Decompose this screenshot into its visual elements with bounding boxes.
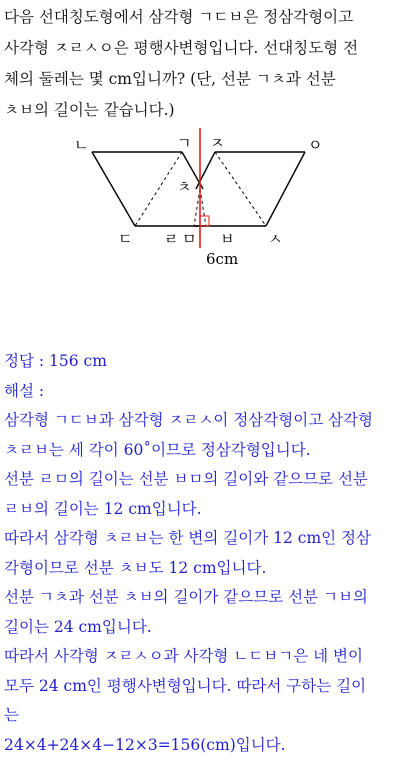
label-n: ㄴ <box>74 136 89 154</box>
solution-equation: 24×4+24×4−12×3=156(cm)입니다. <box>4 735 286 754</box>
label-ch: ㅊ <box>177 178 192 196</box>
solution-line: 모두 24 cm인 평행사변형입니다. 따라서 구하는 길이 <box>4 676 367 695</box>
solution-line: 선분 ㄹㅁ의 길이는 선분 ㅂㅁ의 길이와 같으므로 선분 <box>4 470 368 488</box>
solution-line: 길이는 24 cm입니다. <box>4 617 152 636</box>
problem-text <box>4 2 396 126</box>
dash-n-d <box>92 152 135 226</box>
problem-line: ㅊㅂ의 길이는 같습니다.) <box>4 101 175 119</box>
problem-line: 다음 선대칭도형에서 삼각형 ㄱㄷㅂ은 정삼각형이고 <box>4 8 354 26</box>
explanation-heading: 해설 : <box>4 381 45 400</box>
problem-line: 체의 둘레는 몇 cm입니까? (단, 선분 ㄱㅊ과 선분 <box>4 70 336 88</box>
symmetric-figure <box>60 120 340 270</box>
label-b: ㅂ <box>220 230 235 248</box>
measure-label: 6cm <box>206 250 239 268</box>
label-o: ㅇ <box>308 136 323 154</box>
answer-line: 정답 : 156 cm <box>4 352 107 370</box>
edge-o-s <box>266 152 305 226</box>
solution-line: 삼각형 ㄱㄷㅂ과 삼각형 ㅈㄹㅅ이 정삼각형이고 삼각형 <box>4 411 374 429</box>
dash-ch-b <box>200 189 206 226</box>
solution-line: 는 <box>4 706 19 724</box>
label-j: ㅈ <box>210 134 225 152</box>
label-r: ㄹ <box>164 230 179 248</box>
problem-line: 사각형 ㅈㄹㅅㅇ은 평행사변형입니다. 선대칭도형 전 <box>4 39 359 57</box>
solution-text <box>4 347 398 760</box>
solution-line: ㅊㄹㅂ는 세 각이 60˚이므로 정삼각형입니다. <box>4 440 311 459</box>
solution-line: ㄹㅂ의 길이는 12 cm입니다. <box>4 499 202 518</box>
solution-line: 따라서 삼각형 ㅊㄹㅂ는 한 변의 길이가 12 cm인 정삼 <box>4 529 372 547</box>
dash-j-s <box>215 152 266 226</box>
label-m: ㅁ <box>182 230 197 248</box>
solution-line: 따라서 사각형 ㅈㄹㅅㅇ과 사각형 ㄴㄷㅂㄱ은 네 변이 <box>4 647 363 665</box>
solution-line: 각형이므로 선분 ㅊㅂ도 12 cm입니다. <box>4 558 267 577</box>
solution-line: 선분 ㄱㅊ과 선분 ㅊㅂ의 길이가 같으므로 선분 ㄱㅂ의 <box>4 588 368 606</box>
right-angle-mark <box>200 216 209 226</box>
label-d: ㄷ <box>118 230 133 248</box>
edge-j-ch <box>196 152 215 189</box>
label-g: ㄱ <box>177 134 192 152</box>
dash-ch-r <box>194 189 200 226</box>
dash-g-d <box>135 152 182 226</box>
label-s: ㅅ <box>268 230 283 248</box>
